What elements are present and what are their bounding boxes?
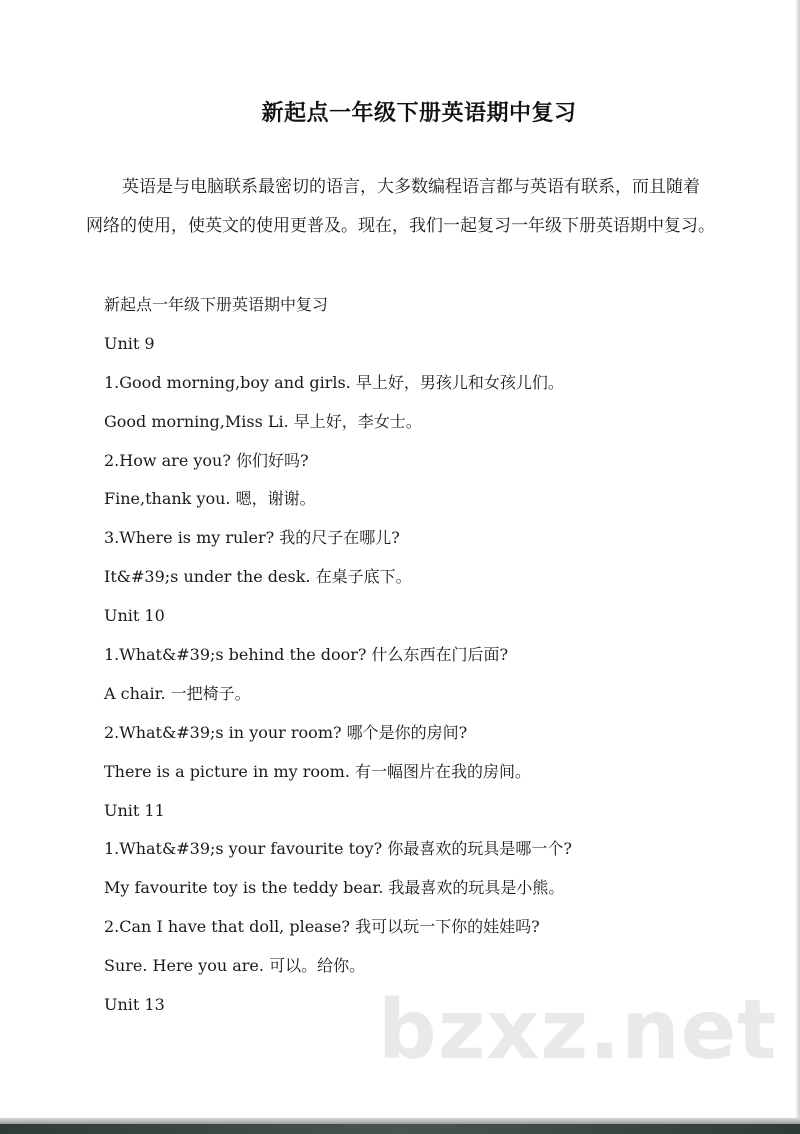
- review-lines: [104, 286, 744, 1025]
- page-right-edge: [796, 0, 800, 1118]
- text-line: There is a picture in my room. 有一幅图片在我的房间。: [104, 761, 532, 781]
- text-line: 2.How are you? 你们好吗?: [104, 450, 309, 470]
- text-line: Good morning,Miss Li. 早上好，李女士。: [104, 411, 422, 431]
- text-line: Sure. Here you are. 可以。给你。: [104, 956, 366, 976]
- text-line: 1.What&#39;s behind the door? 什么东西在门后面?: [104, 645, 509, 665]
- text-line: 2.Can I have that doll, please? 我可以玩一下你的娃娃吗?: [104, 917, 540, 937]
- text-line: 3.Where is my ruler? 我的尺子在哪儿?: [104, 528, 400, 548]
- text-line: Fine,thank you. 嗯，谢谢。: [104, 489, 316, 509]
- bottom-bar-strip: [0, 1124, 800, 1134]
- bottom-bar: [0, 1118, 800, 1134]
- text-line: My favourite toy is the teddy bear. 我最喜欢的玩具是小熊。: [104, 878, 565, 898]
- text-line: 1.What&#39;s your favourite toy? 你最喜欢的玩具是哪一个?: [104, 839, 572, 859]
- watermark-text: bzxz.net: [378, 983, 778, 1078]
- text-line: It&#39;s under the desk. 在桌子底下。: [104, 567, 412, 587]
- intro-paragraph: 英语是与电脑联系最密切的语言，大多数编程语言都与英语有联系，而且随着网络的使用，使英文的使用更普及。现在，我们一起复习一年级下册英语期中复习。: [86, 177, 715, 236]
- text-line: A chair. 一把椅子。: [104, 683, 251, 703]
- unit-heading: Unit 10: [104, 606, 165, 626]
- page-title: 新起点一年级下册英语期中复习: [261, 101, 577, 126]
- unit-heading: Unit 9: [104, 333, 155, 353]
- unit-heading: Unit 13: [104, 995, 165, 1015]
- unit-heading: Unit 11: [104, 800, 165, 820]
- text-line: 1.Good morning,boy and girls. 早上好，男孩儿和女孩儿们。: [104, 372, 564, 392]
- text-line: 新起点一年级下册英语期中复习: [104, 295, 329, 314]
- text-line: 2.What&#39;s in your room? 哪个是你的房间?: [104, 722, 468, 742]
